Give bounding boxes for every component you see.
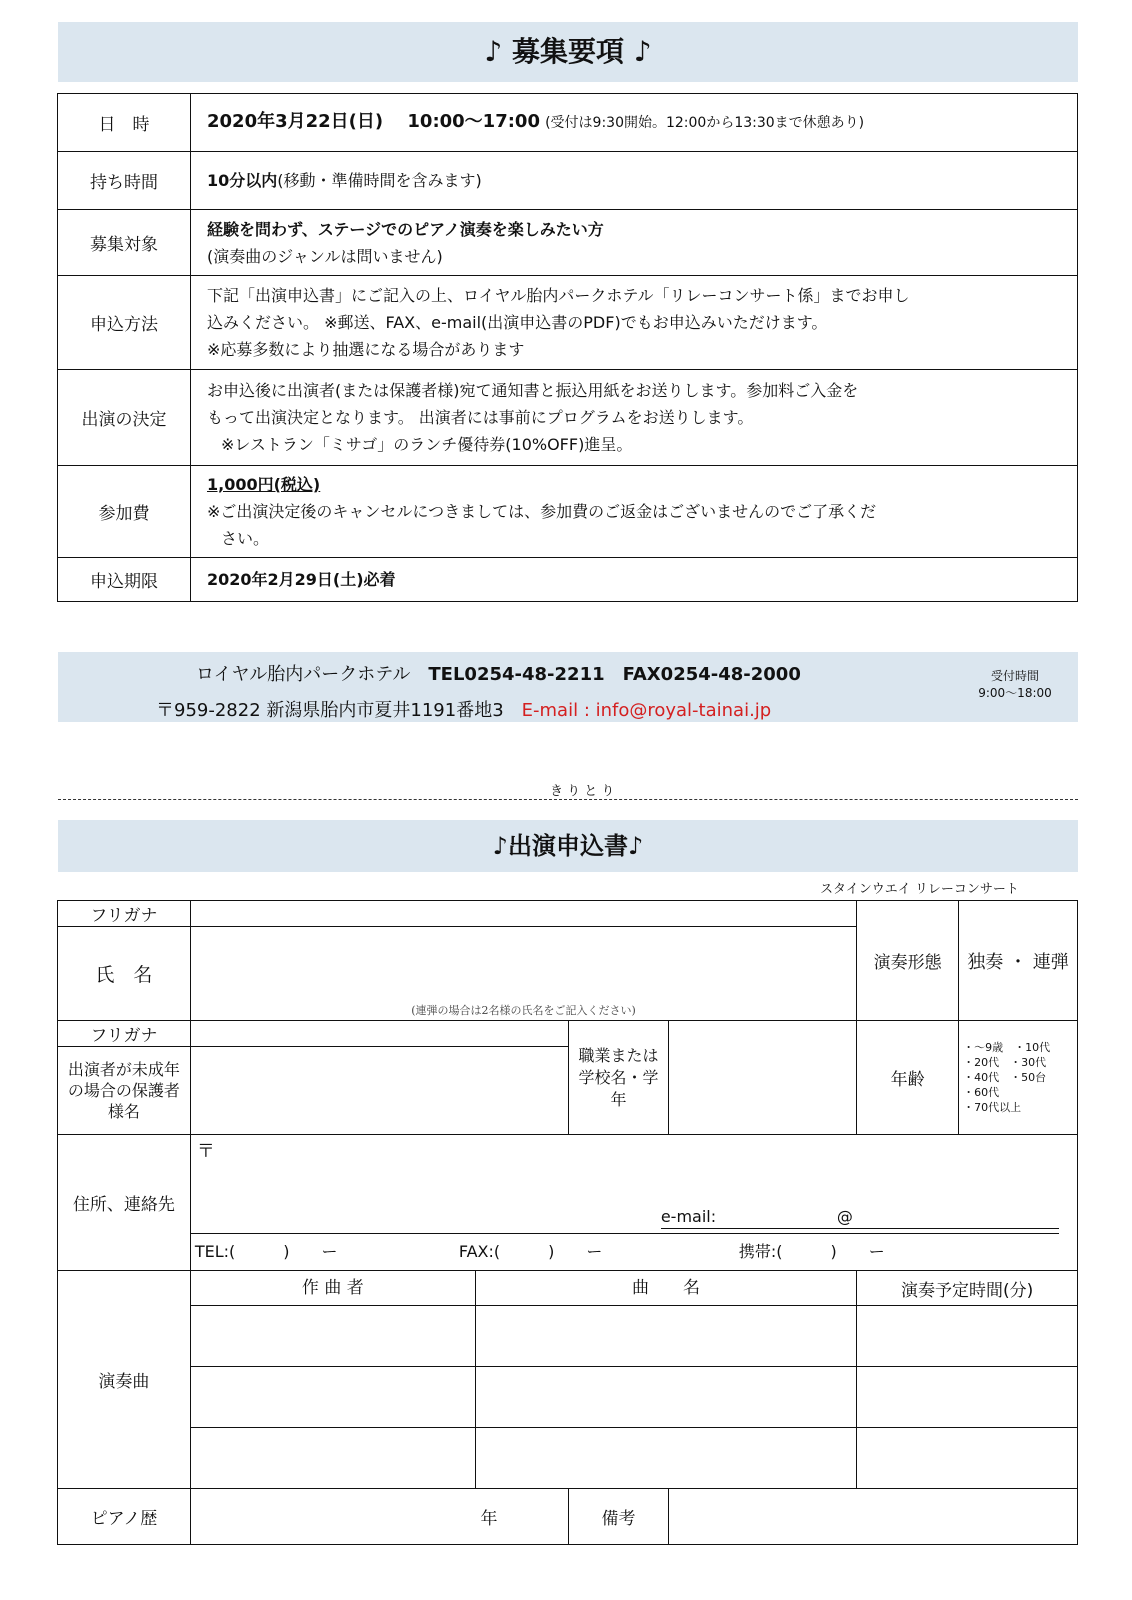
history-field[interactable] (190, 1489, 568, 1545)
method-line: 下記「出演申込書」にご記入の上、ロイヤル胎内パークホテル「リレーコンサート係」までお申し (207, 286, 910, 305)
req-label: 申込方法 (58, 276, 191, 370)
composer-field[interactable] (191, 1306, 476, 1366)
piece-time-field[interactable] (857, 1428, 1078, 1489)
style-label: 演奏形態 (857, 901, 959, 1021)
age-option[interactable]: ・30代 (1010, 1056, 1047, 1069)
title-header: 曲 名 (632, 1278, 701, 1298)
email-label: e-mail: (660, 1207, 717, 1226)
fax-field[interactable]: FAX:( ) ー (458, 1242, 603, 1261)
piece-title-field[interactable] (476, 1306, 856, 1366)
method-line: ※応募多数により抽選になる場合があります (207, 340, 525, 359)
hotel-email[interactable]: E-mail : info@royal-tainai.jp (521, 700, 772, 721)
age-options[interactable] (959, 1021, 1078, 1135)
method-line: 込みください。 ※郵送、FAX、e-mail(出演申込書のPDF)でもお申込みいただけます。 (207, 313, 828, 332)
req-label: 出演の決定 (58, 370, 191, 466)
hotel-line (196, 660, 801, 686)
composer-field[interactable] (191, 1428, 476, 1488)
req-row-time (58, 152, 1078, 210)
tel-field[interactable]: TEL:( ) ー (194, 1242, 338, 1261)
req-label: 参加費 (58, 466, 191, 558)
composer-header: 作 曲 者 (191, 1271, 476, 1305)
fee-note: ※ご出演決定後のキャンセルにつきましては、参加費のご返金はございませんのでご了承くだ (207, 502, 877, 521)
address-field[interactable] (190, 1135, 1077, 1271)
event-datetime: 2020年3月22日(日) 10:00～17:00 (207, 111, 540, 132)
age-label: 年齢 (857, 1021, 959, 1135)
decision-line: お申込後に出演者(または保護者様)宛て通知書と振込用紙をお送りします。参加料ご入金を (207, 381, 859, 400)
occupation-label: 職業または学校名・学年 (568, 1021, 669, 1135)
furigana-label: フリガナ (58, 1021, 191, 1047)
cutline-label: き り と り (550, 784, 615, 799)
decision-line: ※レストラン「ミサゴ」のランチ優待券(10%OFF)進呈。 (221, 435, 633, 454)
remarks-field[interactable] (669, 1489, 1078, 1545)
postal-mark: 〒 (196, 1141, 215, 1162)
guardian-furigana-field[interactable] (190, 1021, 568, 1047)
form-subtitle: スタインウエイ リレーコンサート (820, 882, 1019, 897)
requirements-table (57, 93, 1078, 602)
name-furigana-field[interactable] (190, 901, 856, 927)
at-mark: @ (836, 1207, 853, 1226)
age-option[interactable]: ・10代 (1014, 1041, 1051, 1054)
style-options[interactable]: 独奏 ・ 連弾 (959, 901, 1078, 1021)
composer-field[interactable] (191, 1367, 476, 1427)
recruit-title-band (58, 22, 1078, 82)
hotel-fax: FAX0254-48-2000 (622, 664, 801, 685)
time-header: 演奏予定時間(分) (857, 1271, 1078, 1306)
recruit-title: ♪ 募集要項 ♪ (484, 35, 652, 68)
req-row-fee (58, 466, 1078, 558)
piece-time-field[interactable] (857, 1306, 1078, 1367)
age-option[interactable]: ・20代 (963, 1056, 1000, 1069)
target-text: 経験を問わず、ステージでのピアノ演奏を楽しみたい方 (207, 219, 604, 239)
hotel-name: ロイヤル胎内パークホテル (196, 664, 411, 685)
time-limit: 10分以内 (207, 171, 278, 190)
hours-value: 9:00～18:00 (978, 686, 1052, 700)
remarks-label: 備考 (568, 1489, 669, 1545)
piece-title-field[interactable] (476, 1428, 856, 1488)
history-label: ピアノ歴 (58, 1489, 191, 1545)
age-option[interactable]: ・～9歳 (963, 1041, 1004, 1054)
req-label: 募集対象 (58, 210, 191, 276)
guardian-field[interactable] (190, 1047, 568, 1135)
req-row-target (58, 210, 1078, 276)
req-row-method (58, 276, 1078, 370)
guardian-label: 出演者が未成年の場合の保護者様名 (58, 1047, 191, 1135)
req-label: 日 時 (58, 94, 191, 152)
age-option[interactable]: ・50台 (1010, 1071, 1047, 1084)
deadline: 2020年2月29日(土)必着 (191, 558, 1078, 602)
pieces-label: 演奏曲 (58, 1271, 191, 1489)
event-note: (受付は9:30開始。12:00から13:30まで休憩あり) (545, 115, 865, 131)
req-row-deadline (58, 558, 1078, 602)
mobile-field[interactable]: 携帯:( ) ー (738, 1242, 885, 1261)
form-title: ♪出演申込書♪ (492, 832, 644, 860)
piece-title-field[interactable] (476, 1367, 856, 1427)
req-label: 申込期限 (58, 558, 191, 602)
cutline (58, 799, 1078, 800)
time-note: (移動・準備時間を含みます) (277, 171, 482, 190)
hotel-address: 〒959-2822 新潟県胎内市夏井1191番地3 (156, 700, 504, 721)
target-note: (演奏曲のジャンルは問いません) (207, 246, 443, 266)
furigana-label: フリガナ (58, 901, 191, 927)
fee-note: さい。 (221, 529, 270, 548)
req-label: 持ち時間 (58, 152, 191, 210)
age-option[interactable]: ・60代 (963, 1086, 1000, 1099)
decision-line: もって出演決定となります。 出演者には事前にプログラムをお送りします。 (207, 408, 754, 427)
hours-block (970, 668, 1060, 702)
fee-amount: 1,000円(税込) (207, 475, 321, 494)
age-option[interactable]: ・40代 (963, 1071, 1000, 1084)
hours-label: 受付時間 (990, 669, 1039, 683)
application-form (57, 900, 1078, 1545)
name-label: 氏 名 (58, 927, 191, 1021)
piece-time-field[interactable] (857, 1367, 1078, 1428)
hotel-tel: TEL0254-48-2211 (428, 664, 605, 685)
form-title-band (58, 820, 1078, 872)
email-field[interactable] (661, 1207, 1059, 1229)
occupation-field[interactable] (669, 1021, 857, 1135)
req-row-datetime (58, 94, 1078, 152)
address-line (156, 696, 771, 722)
address-label: 住所、連絡先 (58, 1135, 191, 1271)
req-row-decision (58, 370, 1078, 466)
year-label: 年 (480, 1509, 498, 1529)
age-option[interactable]: ・70代以上 (963, 1101, 1022, 1114)
name-field[interactable]: (連弾の場合は2名様の氏名をご記入ください) (190, 927, 856, 1021)
